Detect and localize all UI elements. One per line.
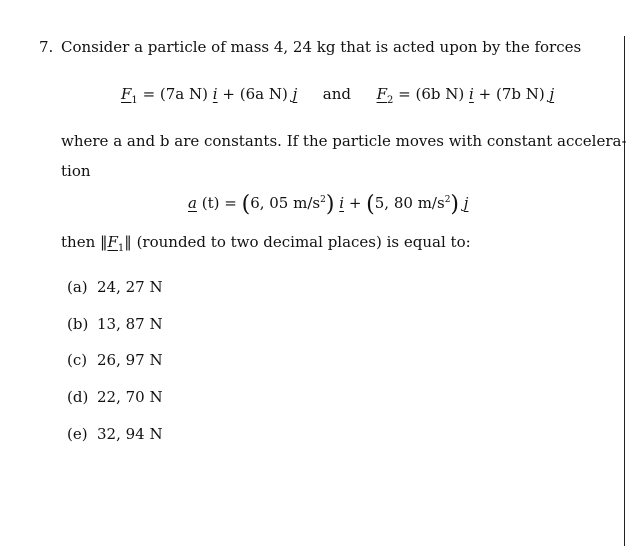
- answer-option-a[interactable]: [67, 277, 163, 297]
- answer-option-b[interactable]: [67, 314, 163, 334]
- force2-j-unit: j: [549, 85, 555, 103]
- force2-i-unit: i: [469, 85, 474, 103]
- option-value: 24, 27 N: [97, 278, 163, 296]
- accel-plus: +: [348, 194, 362, 212]
- force1-j-unit: j: [292, 85, 298, 103]
- accel-j-unit: j: [463, 194, 469, 212]
- page-right-border: [624, 36, 625, 546]
- question-prompt: [61, 232, 471, 259]
- acceleration-equation: a (t) = (6, 05 $m/s^2$) i + (5, 80 $m/s^2$) j: [188, 192, 469, 217]
- where-text-line2: tion: [61, 162, 91, 180]
- answer-option-d[interactable]: [67, 387, 163, 407]
- and-connector: and: [322, 85, 352, 103]
- option-label: (c): [67, 351, 88, 369]
- question-intro: Consider a particle of mass 4, 24 kg that is acted upon by the forces: [61, 38, 582, 56]
- accel-x-exponent: 2: [320, 195, 326, 205]
- accel-i-unit: i: [339, 194, 345, 212]
- where-text-line1: where a and b are constants. If the particle moves with constant accelera-: [61, 132, 627, 150]
- force1-subscript: 1: [131, 95, 138, 106]
- option-label: (a): [67, 278, 88, 296]
- force2-vector: F: [376, 85, 387, 103]
- force1-i-unit: i: [212, 85, 218, 103]
- option-label: (d): [67, 388, 89, 406]
- option-label: (e): [67, 425, 88, 443]
- accel-y-exponent: 2: [444, 195, 451, 205]
- accel-x-value: 6, 05 m/s: [250, 194, 321, 212]
- option-value: 13, 87 N: [97, 315, 163, 333]
- option-value: 22, 70 N: [97, 388, 163, 406]
- question-number: 7.: [39, 38, 54, 56]
- accel-vector: a: [188, 194, 197, 212]
- norm-vector: F: [107, 233, 118, 251]
- norm-open: then ‖: [61, 233, 108, 251]
- accel-y-value: 5, 80 m/s: [374, 194, 445, 212]
- answer-option-e[interactable]: [67, 424, 163, 444]
- option-label: (b): [67, 315, 89, 333]
- answer-option-c[interactable]: [67, 350, 163, 370]
- option-value: 26, 97 N: [97, 351, 163, 369]
- force1-y-component: + (6a N): [222, 85, 288, 103]
- force2-x-component: = (6b N): [398, 85, 465, 103]
- accel-argument: (t) =: [201, 194, 237, 212]
- force-equations: [121, 84, 554, 111]
- force1-x-component: = (7a N): [142, 85, 208, 103]
- norm-subscript: 1: [117, 243, 125, 254]
- prompt-suffix: ‖ (rounded to two decimal places) is equal to:: [124, 233, 471, 251]
- force2-subscript: 2: [387, 95, 394, 106]
- force1-vector: F: [121, 85, 132, 103]
- force2-y-component: + (7b N): [478, 85, 545, 103]
- option-value: 32, 94 N: [97, 425, 163, 443]
